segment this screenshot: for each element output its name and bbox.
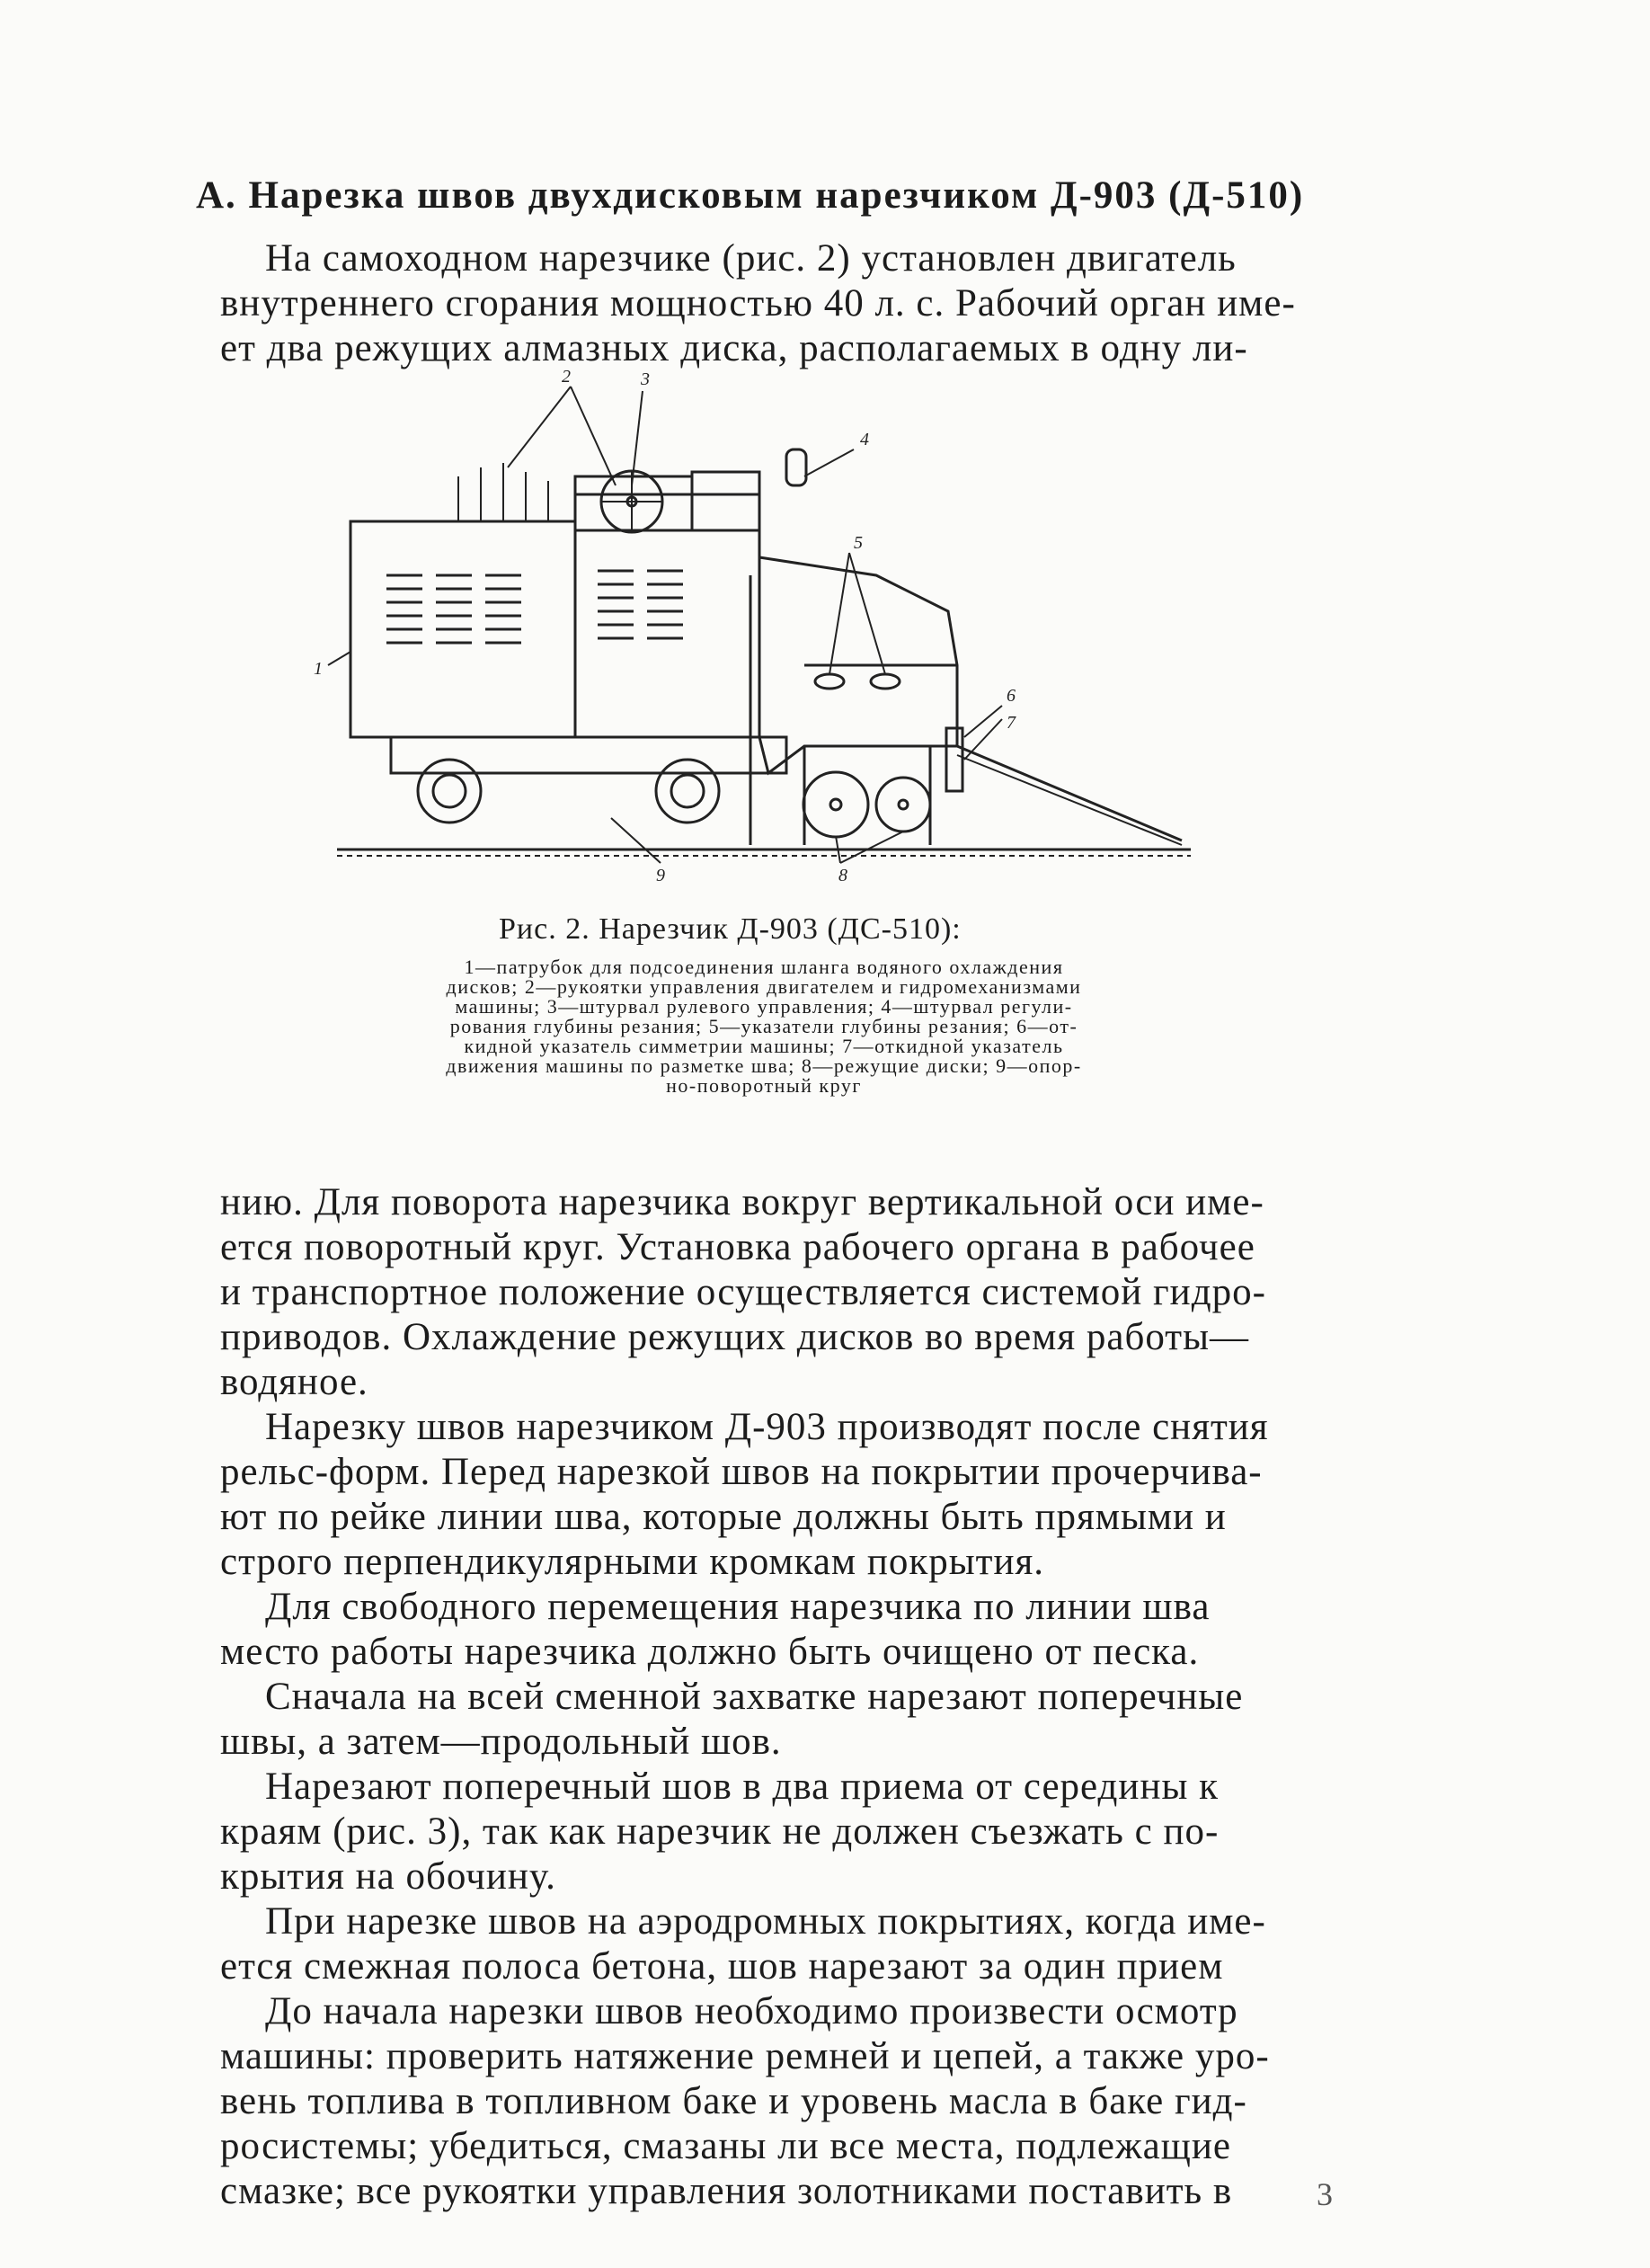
- text-line: смазке; все рукоятки управления золотниками поставить в: [220, 2170, 1233, 2212]
- wheel: [656, 760, 719, 823]
- callout-2: 2: [562, 367, 571, 387]
- wheel: [418, 760, 481, 823]
- text-line: и транспортное положение осуществляется системой гидро-: [220, 1271, 1266, 1313]
- text-line: нию. Для поворота нарезчика вокруг вертикальной оси име-: [220, 1181, 1264, 1223]
- text-line: рельс-форм. Перед нарезкой швов на покрытии прочерчива-: [220, 1451, 1263, 1493]
- text-line: внутреннего сгорания мощностью 40 л. с. Рабочий орган име-: [220, 282, 1296, 325]
- legend-line: 1—патрубок для подсоединения шланга водяного охлаждения: [464, 956, 1064, 978]
- intro-paragraph: [220, 236, 1344, 371]
- text-line: Нарезку швов нарезчиком Д-903 производят после снятия: [265, 1406, 1269, 1448]
- text-line: ется смежная полоса бетона, шов нарезают за один прием: [220, 1945, 1224, 1988]
- text-line: ют по рейке линии шва, которые должны быть прямыми и: [220, 1496, 1227, 1538]
- legend-line: кидной указатель симметрии машины; 7—откидной указатель: [464, 1035, 1064, 1057]
- text-line: водяное.: [220, 1361, 368, 1403]
- legend-line: машины; 3—штурвал рулевого управления; 4—штурвал регули-: [455, 995, 1073, 1018]
- callout-6: 6: [1007, 686, 1016, 706]
- body-paragraphs: [220, 1180, 1344, 2214]
- cutting-disc: [876, 778, 930, 832]
- callout-4: 4: [860, 430, 869, 449]
- text-line: место работы нарезчика должно быть очищено от песка.: [220, 1631, 1200, 1673]
- text-line: ет два режущих алмазных диска, располагаемых в одну ли-: [220, 327, 1248, 369]
- callout-5: 5: [854, 533, 863, 553]
- text-line: Нарезают поперечный шов в два приема от середины к: [265, 1765, 1219, 1808]
- callout-8: 8: [838, 866, 847, 885]
- text-line: крытия на обочину.: [220, 1855, 556, 1898]
- text-line: На самоходном нарезчике (рис. 2) установлен двигатель: [265, 237, 1237, 280]
- legend-line: но-поворотный круг: [666, 1074, 862, 1097]
- text-line: строго перпендикулярными кромкам покрытия.: [220, 1541, 1045, 1583]
- cutting-disc: [803, 772, 868, 837]
- callout-1: 1: [314, 659, 323, 679]
- legend-line: дисков; 2—рукоятки управления двигателем и гидромеханизмами: [446, 975, 1082, 998]
- text-line: Сначала на всей сменной захватке нарезают поперечные: [265, 1676, 1244, 1718]
- pointer-arm: [957, 746, 1182, 840]
- section-heading: А. Нарезка швов двухдисковым нарезчиком Д-903 (Д-510): [196, 174, 1305, 217]
- text-line: Для свободного перемещения нарезчика по линии шва: [265, 1586, 1211, 1628]
- chassis: [391, 737, 786, 773]
- text-line: приводов. Охлаждение режущих дисков во время работы—: [220, 1316, 1249, 1358]
- legend-line: рования глубины резания; 5—указатели глубины резания; 6—от-: [449, 1015, 1078, 1037]
- text-line: До начала нарезки швов необходимо произвести осмотр: [265, 1990, 1238, 2032]
- callout-9: 9: [656, 866, 665, 885]
- text-line: ется поворотный круг. Установка рабочего органа в рабочее: [220, 1226, 1255, 1268]
- figure-legend: [315, 957, 1213, 1096]
- text-line: вень топлива в топливном баке и уровень масла в баке гид-: [220, 2080, 1247, 2122]
- text-line: росистемы; убедиться, смазаны ли все места, подлежащие: [220, 2125, 1231, 2167]
- text-line: краям (рис. 3), так как нарезчик не должен съезжать с по-: [220, 1810, 1220, 1853]
- legend-line: движения машины по разметке шва; 8—режущие диски; 9—опор-: [446, 1054, 1082, 1077]
- figure-caption-title: Рис. 2. Нарезчик Д-903 (ДС-510):: [499, 912, 962, 946]
- callout-3: 3: [641, 369, 650, 389]
- text-line: машины: проверить натяжение ремней и цепей, а также уро-: [220, 2035, 1270, 2077]
- text-line: При нарезке швов на аэродромных покрытиях, когда име-: [265, 1900, 1266, 1943]
- machine-illustration: [301, 367, 1218, 899]
- callout-7: 7: [1007, 713, 1016, 733]
- text-line: швы, а затем—продольный шов.: [220, 1721, 782, 1763]
- page-number: 3: [1317, 2176, 1333, 2212]
